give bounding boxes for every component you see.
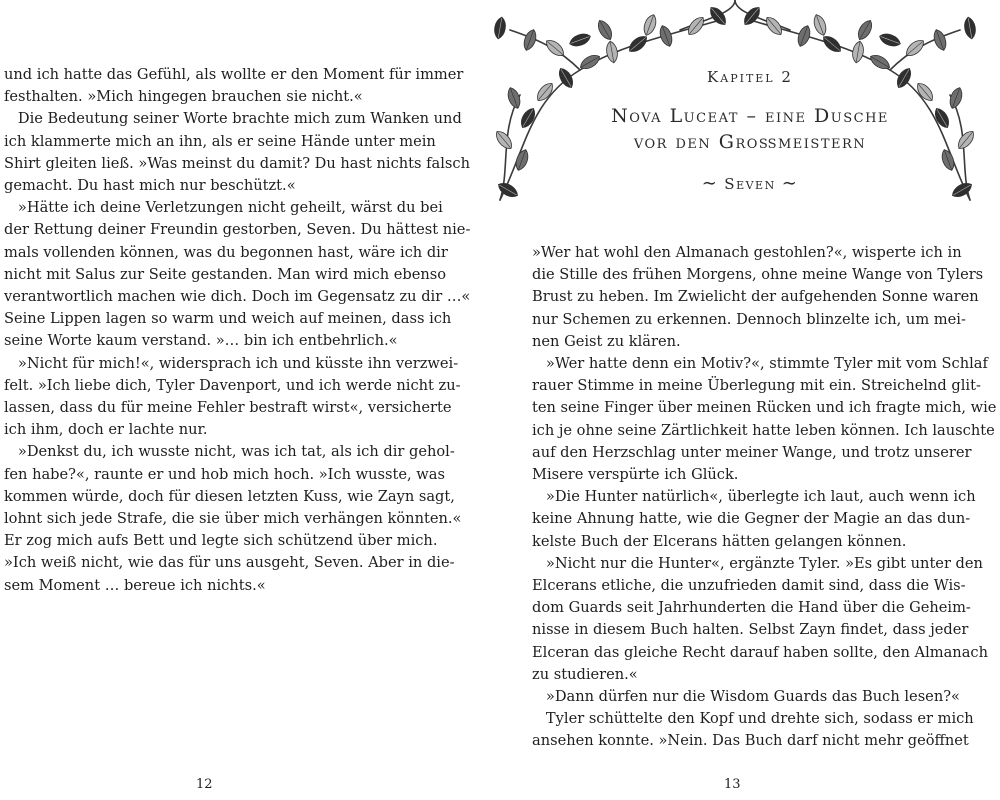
- right-page-body-text: [532, 242, 997, 753]
- text-line: fen habe?«, raunte er und hob mich hoch. »Ich wusste, was: [4, 465, 445, 483]
- text-line: felt. »Ich liebe dich, Tyler Davenport, und ich werde nicht zu-: [4, 376, 461, 394]
- text-line: »Dann dürfen nur die Wisdom Guards das Buch lesen?«: [532, 688, 960, 706]
- left-page-body-text: [4, 64, 471, 597]
- text-line: Er zog mich aufs Bett und legte sich schützend über mich.: [4, 532, 438, 550]
- left-page-number: 12: [196, 777, 213, 792]
- chapter-title: [500, 103, 1000, 155]
- text-line: »Denkst du, ich wusste nicht, was ich tat, als ich dir gehol-: [4, 443, 455, 461]
- text-line: seine Worte kaum verstand. »… bin ich entbehrlich.«: [4, 332, 398, 350]
- text-line: ich ihm, doch er lachte nur.: [4, 421, 208, 439]
- text-line: »Hätte ich deine Verletzungen nicht geheilt, wärst du bei: [4, 199, 443, 217]
- text-line: nur Schemen zu erkennen. Dennoch blinzelte ich, um mei-: [532, 310, 966, 328]
- chapter-title-line-1: Nova Luceat – eine Dusche: [611, 105, 889, 127]
- text-line: Tyler schüttelte den Kopf und drehte sich, sodass er mich: [532, 710, 974, 728]
- leaf-icon: [657, 24, 674, 48]
- leaf-icon: [741, 4, 763, 28]
- vine-stem: [680, 0, 735, 30]
- leaf-icon: [605, 40, 619, 63]
- leaf-icon: [641, 13, 658, 37]
- text-line: verantwortlich machen wie dich. Doch im Gegensatz zu dir …«: [4, 288, 471, 306]
- leaf-icon: [707, 4, 729, 28]
- leaf-icon: [851, 40, 865, 63]
- text-line: der Rettung deiner Freundin gestorben, Seven. Du hättest nie-: [4, 221, 471, 239]
- text-line: »Die Hunter natürlich«, überlegte ich laut, auch wenn ich: [532, 488, 976, 506]
- text-line: »Wer hat wohl den Almanach gestohlen?«, wisperte ich in: [532, 244, 962, 261]
- leaf-icon: [795, 24, 812, 48]
- vine-stem: [890, 30, 960, 70]
- text-line: Seine Lippen lagen so warm und weich auf meinen, dass ich: [4, 310, 452, 328]
- text-line: zu studieren.«: [532, 665, 638, 683]
- text-line: Misere verspürte ich Glück.: [532, 466, 739, 484]
- leaf-icon: [595, 18, 615, 42]
- text-line: nisse in diesem Buch halten. Selbst Zayn findet, dass jeder: [532, 621, 969, 639]
- chapter-pov-name: Seven: [724, 175, 776, 193]
- swirl-ornament-left: ∼: [701, 173, 719, 194]
- text-line: lohnt sich jede Strafe, die sie über mich verhängen könnten.«: [4, 510, 462, 528]
- leaf-icon: [568, 31, 592, 48]
- text-line: dom Guards seit Jahrhunderten die Hand über die Geheim-: [532, 599, 971, 617]
- leaf-icon: [811, 13, 828, 37]
- text-line: »Ich weiß nicht, wie das für uns ausgeht, Seven. Aber in die-: [4, 554, 455, 572]
- text-line: »Wer hatte denn ein Motiv?«, stimmte Tyler mit vom Schlaf: [532, 355, 988, 373]
- vine-stem: [735, 0, 790, 30]
- chapter-title-line-2: vor den Großmeistern: [633, 131, 867, 153]
- text-line: gemacht. Du hast mich nur beschützt.«: [4, 177, 296, 195]
- text-line: Die Bedeutung seiner Worte brachte mich zum Wanken und: [4, 110, 462, 128]
- text-line: lassen, dass du für meine Fehler bestraft wirst«, versicherte: [4, 399, 452, 417]
- text-line: nen Geist zu klären.: [532, 332, 681, 350]
- text-line: nicht mit Salus zur Seite gestanden. Man wird mich ebenso: [4, 265, 447, 283]
- text-line: kelste Buch der Elcerans hätten gelangen können.: [532, 532, 907, 550]
- leaf-icon: [963, 16, 977, 39]
- text-line: Elcerans etliche, die unzufrieden damit sind, dass die Wis-: [532, 577, 966, 595]
- text-line: ich je ohne seine Zärtlichkeit hatte leben können. Ich lauschte: [532, 421, 995, 439]
- leaf-icon: [878, 31, 902, 48]
- leaf-icon: [820, 33, 844, 55]
- text-line: auf den Herzschlag unter meiner Wange, und trotz unserer: [532, 443, 972, 461]
- text-line: sem Moment … bereue ich nichts.«: [4, 576, 266, 594]
- text-line: und ich hatte das Gefühl, als wollte er den Moment für immer: [4, 66, 464, 83]
- leaf-icon: [493, 16, 507, 39]
- text-line: Elceran das gleiche Recht darauf haben sollte, den Almanach: [532, 643, 988, 661]
- text-line: festhalten. »Mich hingegen brauchen sie nicht.«: [4, 88, 363, 106]
- text-line: ich klammerte mich an ihn, als er seine Hände unter mein: [4, 132, 436, 150]
- text-line: mals vollenden können, was du begonnen hast, wäre ich dir: [4, 243, 448, 261]
- leaf-icon: [855, 18, 875, 42]
- text-line: kommen würde, doch für diesen letzten Kuss, wie Zayn sagt,: [4, 487, 455, 505]
- right-page-number: 13: [724, 777, 741, 792]
- leaf-icon: [626, 33, 650, 55]
- chapter-pov: [500, 173, 1000, 194]
- text-line: ansehen konnte. »Nein. Das Buch darf nicht mehr geöffnet: [532, 732, 969, 750]
- text-line: die Stille des frühen Morgens, ohne meine Wange von Tylers: [532, 266, 984, 284]
- text-line: Brust zu heben. Im Zwielicht der aufgehenden Sonne waren: [532, 288, 979, 306]
- swirl-ornament-right: ∼: [781, 173, 799, 194]
- vine-stem: [510, 30, 580, 70]
- text-line: keine Ahnung hatte, wie die Gegner der Magie an das dun-: [532, 510, 971, 528]
- text-line: Shirt gleiten ließ. »Was meinst du damit? Du hast nichts falsch: [4, 154, 470, 172]
- text-line: ten seine Finger über meinen Rücken und ich fragte mich, wie: [532, 399, 997, 417]
- text-line: »Nicht nur die Hunter«, ergänzte Tyler. »Es gibt unter den: [532, 554, 983, 572]
- text-line: rauer Stimme in meine Überlegung mit ein. Streichelnd glit-: [532, 377, 981, 395]
- chapter-label: Kapitel 2: [707, 68, 793, 86]
- text-line: »Nicht für mich!«, widersprach ich und küsste ihn verzwei-: [4, 354, 459, 372]
